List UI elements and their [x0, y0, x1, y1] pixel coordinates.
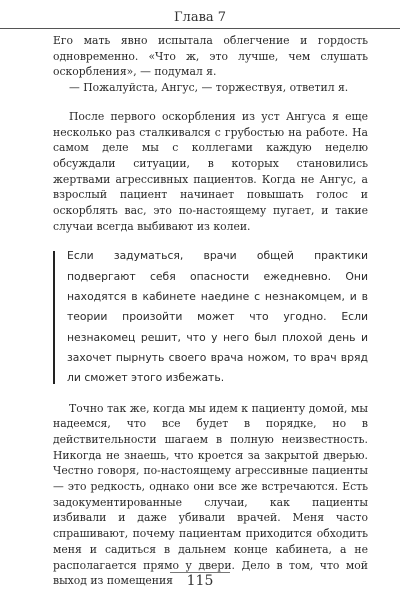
header-rule	[0, 28, 400, 29]
dialogue-line: — Пожалуйста, Ангус, — торжествуя, ответил я.	[69, 81, 349, 95]
pull-quote	[53, 246, 368, 388]
paragraph: Его мать явно испытала облегчение и гордость одновременно. «Что ж, это лучше, чем слушать оскорбления», — подумал я.	[53, 34, 368, 79]
paragraph: После первого оскорбления из уст Ангуса я еще несколько раз сталкивался с грубостью на работе. На самом деле мы с коллегами каждую неделю обсуждали ситуации, в которых становились жертвами агрессивных пациентов. Когда не Ангус, а взрослый пациент начинает повышать голос и оскорблять вас, это по-настоящему пугает, и такие случаи всегда выбивают из колеи.	[53, 109, 368, 233]
page-number: 115	[186, 573, 214, 589]
pull-quote-text: Если задуматься, врачи общей практики подвергают себя опасности ежедневно. Они находятся в кабинете наедине с незнакомцем, и в теории произойти может что угодно. Если незнакомец решит, что у него был плохой день и захочет пырнуть своего врача ножом, то врач вряд ли сможет этого избежать.	[67, 249, 368, 385]
page-body	[53, 33, 368, 589]
quote-bar	[53, 251, 55, 383]
paragraph: Точно так же, когда мы идем к пациенту домой, мы надеемся, что все будет в порядке, но в действительности шагаем в полную неизвестность. Никогда не знаешь, что кроется за закрытой дверью. Честно говоря, по-настоящему агрессивные пациенты — это редкость, однако они все же встречаются. Есть задокументированные случаи, как пациенты избивали и даже убивали врачей. Меня часто спрашивают, почему пациентам приходится обходить меня и садиться в дальнем конце кабинета, а не располагается прямо у двери. Дело в том, что мой выход из помещения	[53, 401, 368, 588]
paragraph-gap	[53, 96, 368, 109]
chapter-header: Глава 7	[173, 10, 227, 25]
